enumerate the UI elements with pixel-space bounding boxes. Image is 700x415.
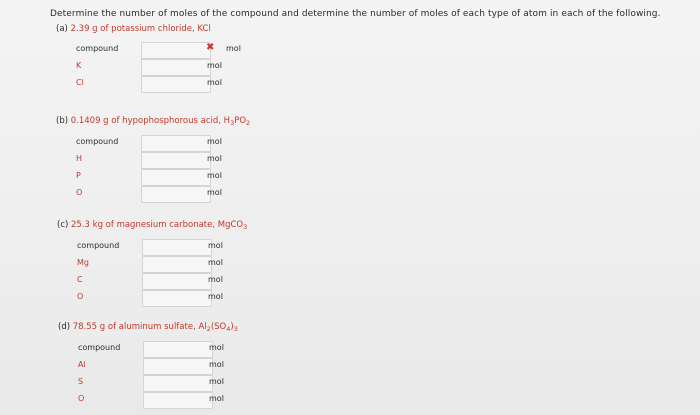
row-compound — [58, 340, 238, 357]
part-d-question — [58, 322, 238, 333]
part-c-name: of magnesium carbonate, — [105, 220, 216, 230]
unit-label: mol — [208, 241, 223, 250]
part-b-letter: (b) — [56, 116, 69, 126]
part-c-amount: 25.3 kg — [71, 220, 103, 230]
c-moles-input[interactable] — [142, 273, 212, 290]
x-mark-icon: ✖ — [206, 42, 215, 53]
instructions: Determine the number of moles of the compound and determine the number of moles of each type of atom in each of the following. — [50, 9, 661, 19]
part-b-amount: 0.1409 g — [70, 116, 109, 126]
part-c-question — [57, 220, 247, 231]
row-element — [56, 168, 250, 185]
row-element — [56, 151, 250, 168]
unit-label: mol — [207, 171, 222, 180]
part-a-letter: (a) — [56, 24, 68, 34]
o-moles-input[interactable] — [143, 392, 213, 409]
part-d-formula: $Al_2(SO_4)_3$ — [198, 322, 238, 333]
part-a-name: of potassium chloride, — [100, 24, 195, 34]
part-b-rows — [56, 134, 250, 202]
row-label: compound — [78, 343, 121, 352]
row-compound — [56, 41, 241, 58]
part-a — [56, 24, 241, 92]
row-compound — [57, 238, 247, 255]
unit-label: mol — [207, 78, 222, 87]
row-element — [58, 357, 238, 374]
mg-moles-input[interactable] — [142, 256, 212, 273]
unit-label: mol — [209, 343, 224, 352]
row-compound — [56, 134, 250, 151]
row-element — [58, 391, 238, 408]
part-c-formula: MgCO$_3$ — [217, 220, 248, 231]
s-moles-input[interactable] — [143, 375, 213, 392]
part-d-name: of aluminum sulfate, — [107, 322, 196, 332]
row-element — [58, 374, 238, 391]
part-a-rows — [56, 41, 241, 92]
row-element — [57, 289, 247, 306]
row-label: compound — [77, 241, 120, 250]
compound-moles-input[interactable] — [142, 239, 212, 256]
row-element — [56, 75, 222, 92]
row-label: Al — [78, 360, 86, 369]
compound-moles-input[interactable] — [143, 341, 213, 358]
o-moles-input[interactable] — [142, 290, 212, 307]
part-d-amount: 78.55 g — [72, 322, 106, 332]
row-label: H — [76, 154, 83, 163]
unit-label: mol — [207, 154, 222, 163]
part-b-name: of hypophosphorous acid, — [111, 116, 221, 126]
row-label: K — [76, 61, 82, 70]
al-moles-input[interactable] — [143, 358, 213, 375]
row-element — [57, 255, 247, 272]
row-element — [56, 58, 222, 75]
part-b — [56, 116, 250, 202]
part-c — [57, 220, 247, 306]
unit-label: mol — [209, 377, 224, 386]
row-label: O — [78, 394, 85, 403]
part-d — [58, 322, 238, 408]
part-d-letter: (d) — [58, 322, 71, 332]
o-moles-input[interactable] — [141, 186, 211, 203]
k-moles-input[interactable] — [141, 59, 211, 76]
row-label: C — [77, 275, 83, 284]
row-label: compound — [76, 137, 119, 146]
part-a-question — [56, 24, 211, 34]
row-label: compound — [76, 44, 119, 53]
part-c-letter: (c) — [57, 220, 69, 230]
unit-label: mol — [226, 44, 241, 53]
p-moles-input[interactable] — [141, 169, 211, 186]
unit-label: mol — [207, 61, 222, 70]
row-label: O — [77, 292, 84, 301]
unit-label: mol — [207, 188, 222, 197]
unit-label: mol — [209, 360, 224, 369]
compound-moles-input[interactable] — [141, 42, 211, 59]
row-label: O — [76, 188, 83, 197]
part-b-formula: $H_3PO_2$ — [223, 116, 251, 127]
row-label: S — [78, 377, 84, 386]
compound-moles-input[interactable] — [141, 135, 211, 152]
row-element — [56, 185, 250, 202]
unit-label: mol — [208, 275, 223, 284]
row-label: P — [76, 171, 81, 180]
part-a-formula: KCl — [197, 24, 211, 34]
h-moles-input[interactable] — [141, 152, 211, 169]
unit-label: mol — [209, 394, 224, 403]
part-d-rows — [58, 340, 238, 408]
part-b-question — [56, 116, 250, 127]
unit-label: mol — [208, 258, 223, 267]
cl-moles-input[interactable] — [141, 76, 211, 93]
unit-label: mol — [207, 137, 222, 146]
part-a-amount: 2.39 g — [70, 24, 98, 34]
row-label: Cl — [76, 78, 84, 87]
unit-label: mol — [208, 292, 223, 301]
part-c-rows — [57, 238, 247, 306]
row-element — [57, 272, 247, 289]
row-label: Mg — [77, 258, 89, 267]
